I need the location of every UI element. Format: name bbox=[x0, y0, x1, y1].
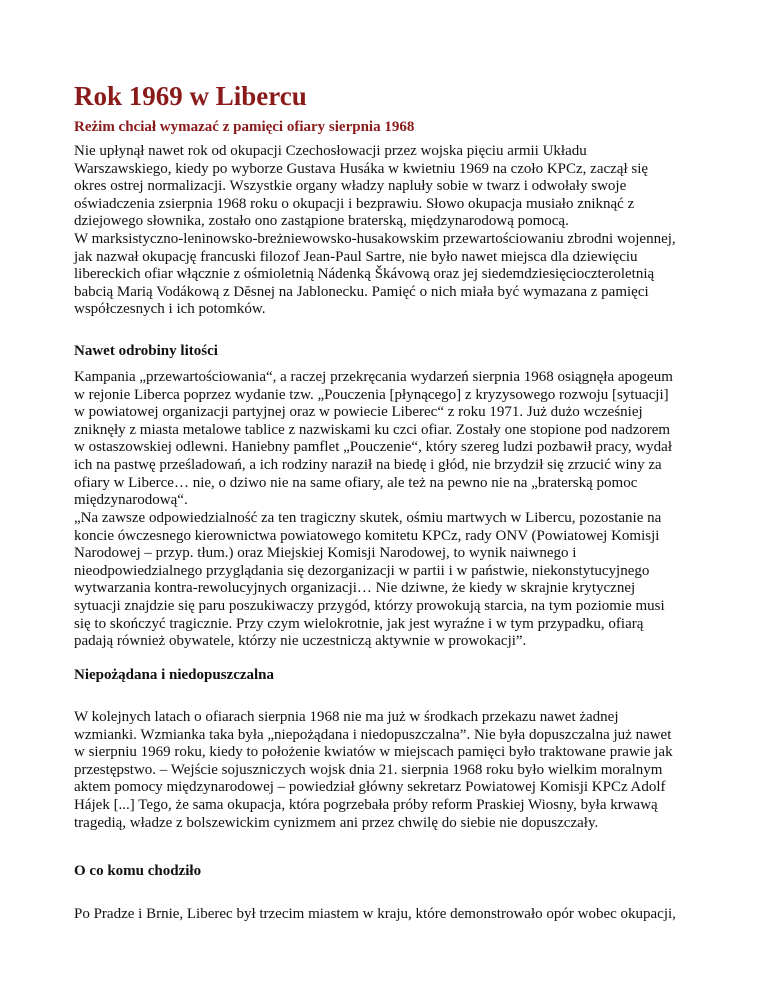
text-line: się to skończyć tragicznie. Przy czym wielokrotnie, jak jest wyraźne i w tym przypadku, ofiarą bbox=[74, 615, 644, 632]
paragraph-1 bbox=[74, 143, 648, 231]
section-heading-mercy: Nawet odrobiny litości bbox=[74, 343, 218, 359]
text-line: Nie upłynął nawet rok od okupacji Czechosłowacji przez wojska pięciu armii Układu bbox=[74, 143, 587, 159]
text-line: okres ostrej normalizacji. Wszystkie organy władzy napluły sobie w twarz i odwołały swoje bbox=[74, 178, 627, 195]
text-line: międzynarodową“. bbox=[74, 492, 188, 509]
text-line: w powiatowej organizacji partyjnej oraz w powiecie Liberec“ z roku 1971. Już dużo wcześniej bbox=[74, 404, 643, 421]
text-line: Hájek [...] Tego, że sama okupacja, która pogrzebała próby reform Praskiej Wiosny, była krwawą bbox=[74, 796, 658, 813]
text-line: dziejowego słownika, zostało ono zastąpione braterską, międzynarodową pomocą. bbox=[74, 213, 569, 230]
text-line: nieodpowiedzialnego przyglądania się dezorganizacji w partii i w państwie, niekonstytucyjnego bbox=[74, 562, 650, 579]
paragraph-6 bbox=[74, 906, 676, 924]
text-line: oświadczenia zsierpnia 1968 roku o okupacji i bezprawiu. Słowo okupacja musiało zniknąć z bbox=[74, 195, 635, 212]
section-heading-unwanted: Niepożądana i niedopuszczalna bbox=[74, 667, 275, 683]
text-line: „Na zawsze odpowiedzialność za ten tragiczny skutek, ośmiu martwych w Libercu, pozostanie na bbox=[74, 510, 662, 526]
text-line: współczesnych i ich potomków. bbox=[74, 301, 266, 318]
text-line: tragedią, władze z bolszewickim cynizmem ani przez chwilę do siebie nie dopuszczały. bbox=[74, 814, 599, 831]
article-subtitle: Reżim chciał wymazać z pamięci ofiary sierpnia 1968 bbox=[74, 119, 415, 135]
text-line: koncie ówczesnego kierownictwa powiatowego komitetu KPCz, rady ONV (Powiatowej Komisji bbox=[74, 527, 660, 544]
text-line: zniknęły z miasta metalowe tablice z nazwiskami ku czci ofiar. Zostały one stopione pod nadzorem bbox=[74, 421, 671, 438]
text-line: wytwarzania kontra-rewolucyjnych organizacji… Nie dziwne, że kiedy w skrajnie krytycznej bbox=[74, 580, 636, 597]
text-line: libereckich ofiar włącznie z ośmioletnią Nádenką Škávową oraz jej siedemdziesięcioczteroletnią bbox=[74, 266, 655, 283]
text-line: w sierpniu 1969 roku, kiedy to położenie kwiatów w miejscach pamięci było traktowane prawie jak bbox=[74, 744, 673, 761]
text-line: Kampania „przewartościowania“, a raczej przekręcania wydarzeń sierpnia 1968 osiągnęła apogeum bbox=[74, 369, 673, 385]
paragraph-4 bbox=[74, 510, 665, 651]
text-line: W kolejnych latach o ofiarach sierpnia 1968 nie ma już w środkach przekazu nawet żadnej bbox=[74, 709, 619, 725]
text-line: przestępstwo. – Wejście sojuszniczych wojsk dnia 21. sierpnia 1968 roku było wielkim moralnym bbox=[74, 761, 663, 778]
paragraph-5 bbox=[74, 709, 673, 832]
text-line: babcią Marią Vodákową z Dĕsnej na Jablonecku. Pamięć o nich miała być wymazana z pamięci bbox=[74, 283, 649, 300]
text-line: ich na pastwę prześladowań, a ich rodziny naraził na biedę i głód, nie brzydził się zrzucić winy za bbox=[74, 456, 662, 473]
paragraph-2 bbox=[74, 231, 676, 319]
paragraph-3 bbox=[74, 369, 673, 510]
text-line: Warszawskiego, kiedy po wyborze Gustava Husáka w kwietniu 1969 na czoło KPCz, zaczął się bbox=[74, 160, 649, 177]
text-line: w ostaszowskiej odlewni. Haniebny pamflet „Pouczenie“, który szereg ludzi pozbawił pracy, wydał bbox=[74, 439, 673, 456]
text-line: Narodowej – przyp. tłum.) oraz Miejskiej Komisji Narodowej, to wynik naiwnego i bbox=[74, 545, 577, 562]
text-line: Po Pradze i Brnie, Liberec był trzecim miastem w kraju, które demonstrowało opór wobec okupacji, bbox=[74, 906, 676, 922]
section-heading-motives: O co komu chodziło bbox=[74, 863, 202, 879]
text-line: w rejonie Liberca poprzez wydanie tzw. „Pouczenia [płynącego] z kryzysowego rozwoju [sytuacji] bbox=[74, 386, 669, 403]
text-line: wzmianki. Wzmianka taka była „niepożądana i niedopuszczalna”. Nie była dopuszczalna już nawet bbox=[74, 726, 672, 743]
text-line: sytuacji znajdzie się paru poszukiwaczy przygód, którzy prowokują starcia, na tym poziomie musi bbox=[74, 597, 665, 614]
text-line: W marksistyczno-leninowsko-breżniewowsko-husakowskim przewartościowaniu zbrodni wojennej, bbox=[74, 231, 676, 247]
text-line: padają również obywatele, którzy nie uczestniczą aktywnie w prowokacji”. bbox=[74, 633, 527, 650]
text-line: ofiary w Liberce… nie, o dziwo nie na same ofiary, ale też na pewno nie na „braterską pomoc bbox=[74, 474, 638, 491]
article-title: Rok 1969 w Libercu bbox=[74, 81, 307, 111]
text-line: jak nazwał okupację francuski filozof Jean-Paul Sartre, nie było nawet miejsca dla dziewięciu bbox=[74, 248, 638, 265]
text-line: aktem pomocy międzynarodowej – powiedział główny sekretarz Powiatowej Komisji KPCz Adolf bbox=[74, 779, 666, 796]
